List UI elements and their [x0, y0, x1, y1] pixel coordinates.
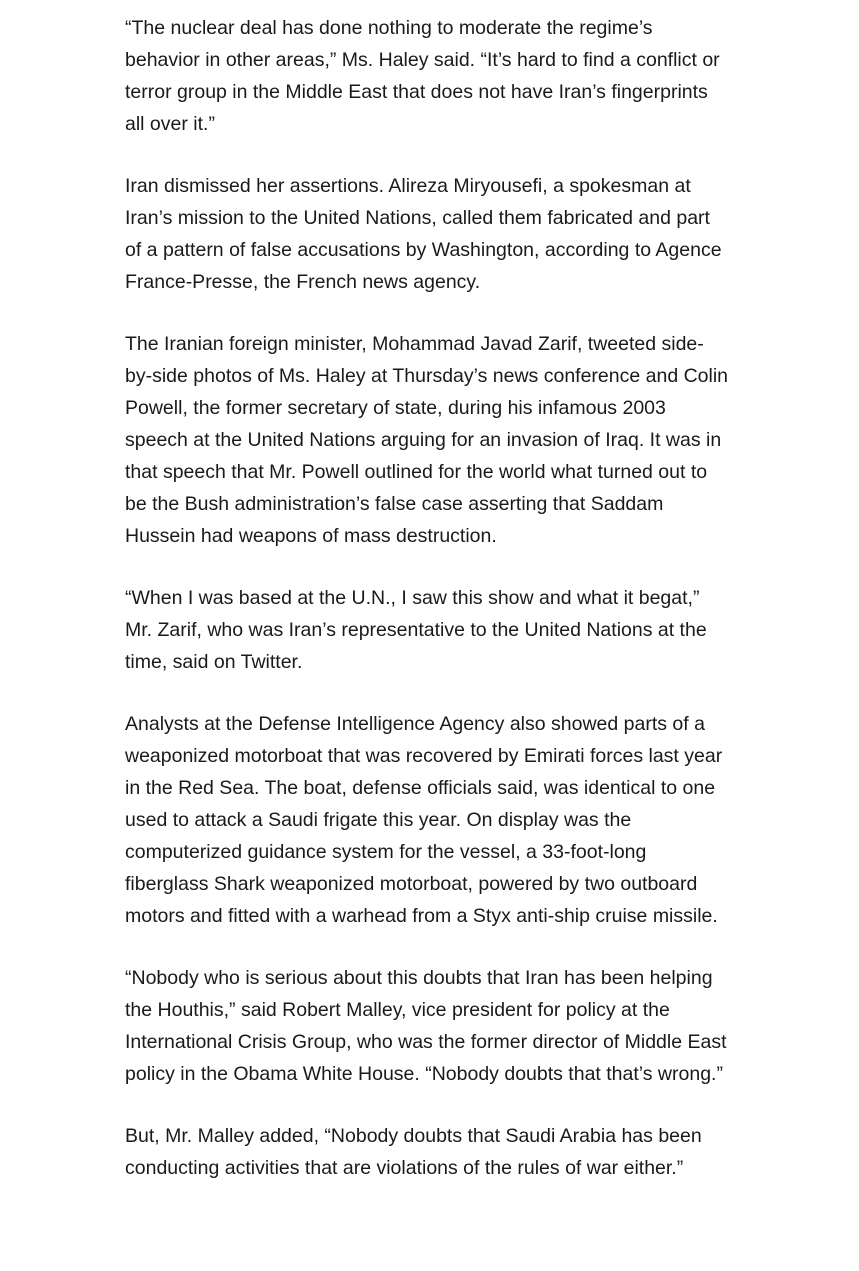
article-body	[125, 12, 730, 1184]
article-paragraph: But, Mr. Malley added, “Nobody doubts that Saudi Arabia has been conducting activities that are violations of the rules of war either.”	[125, 1125, 702, 1179]
article-paragraph: Iran dismissed her assertions. Alireza Miryousefi, a spokesman at Iran’s mission to the United Nations, called them fabricated and part of a pattern of false accusations by Washington, according to Agence France-Presse, the French news agency.	[125, 175, 722, 293]
article-paragraph: The Iranian foreign minister, Mohammad Javad Zarif, tweeted side-by-side photos of Ms. Haley at Thursday’s news conference and Colin Powell, the former secretary of state, during his infamous 2003 speech at the United Nations arguing for an invasion of Iraq. It was in that speech that Mr. Powell outlined for the world what turned out to be the Bush administration’s false case asserting that Saddam Hussein had weapons of mass destruction.	[125, 333, 729, 547]
article-paragraph: “Nobody who is serious about this doubts that Iran has been helping the Houthis,” said Robert Malley, vice president for policy at the International Crisis Group, who was the former director of Middle East policy in the Obama White House. “Nobody doubts that that’s wrong.”	[125, 967, 727, 1085]
article-paragraph: “When I was based at the U.N., I saw this show and what it begat,” Mr. Zarif, who was Iran’s representative to the United Nations at the time, said on Twitter.	[125, 587, 707, 673]
article-paragraph: Analysts at the Defense Intelligence Agency also showed parts of a weaponized motorboat that was recovered by Emirati forces last year in the Red Sea. The boat, defense officials said, was identical to one used to attack a Saudi frigate this year. On display was the computerized guidance system for the vessel, a 33-foot-long fiberglass Shark weaponized motorboat, powered by two outboard motors and fitted with a warhead from a Styx anti-ship cruise missile.	[125, 713, 723, 927]
article-paragraph: “The nuclear deal has done nothing to moderate the regime’s behavior in other areas,” Ms. Haley said. “It’s hard to find a conflict or terror group in the Middle East that does not have Iran’s fingerprints all over it.”	[125, 17, 720, 135]
